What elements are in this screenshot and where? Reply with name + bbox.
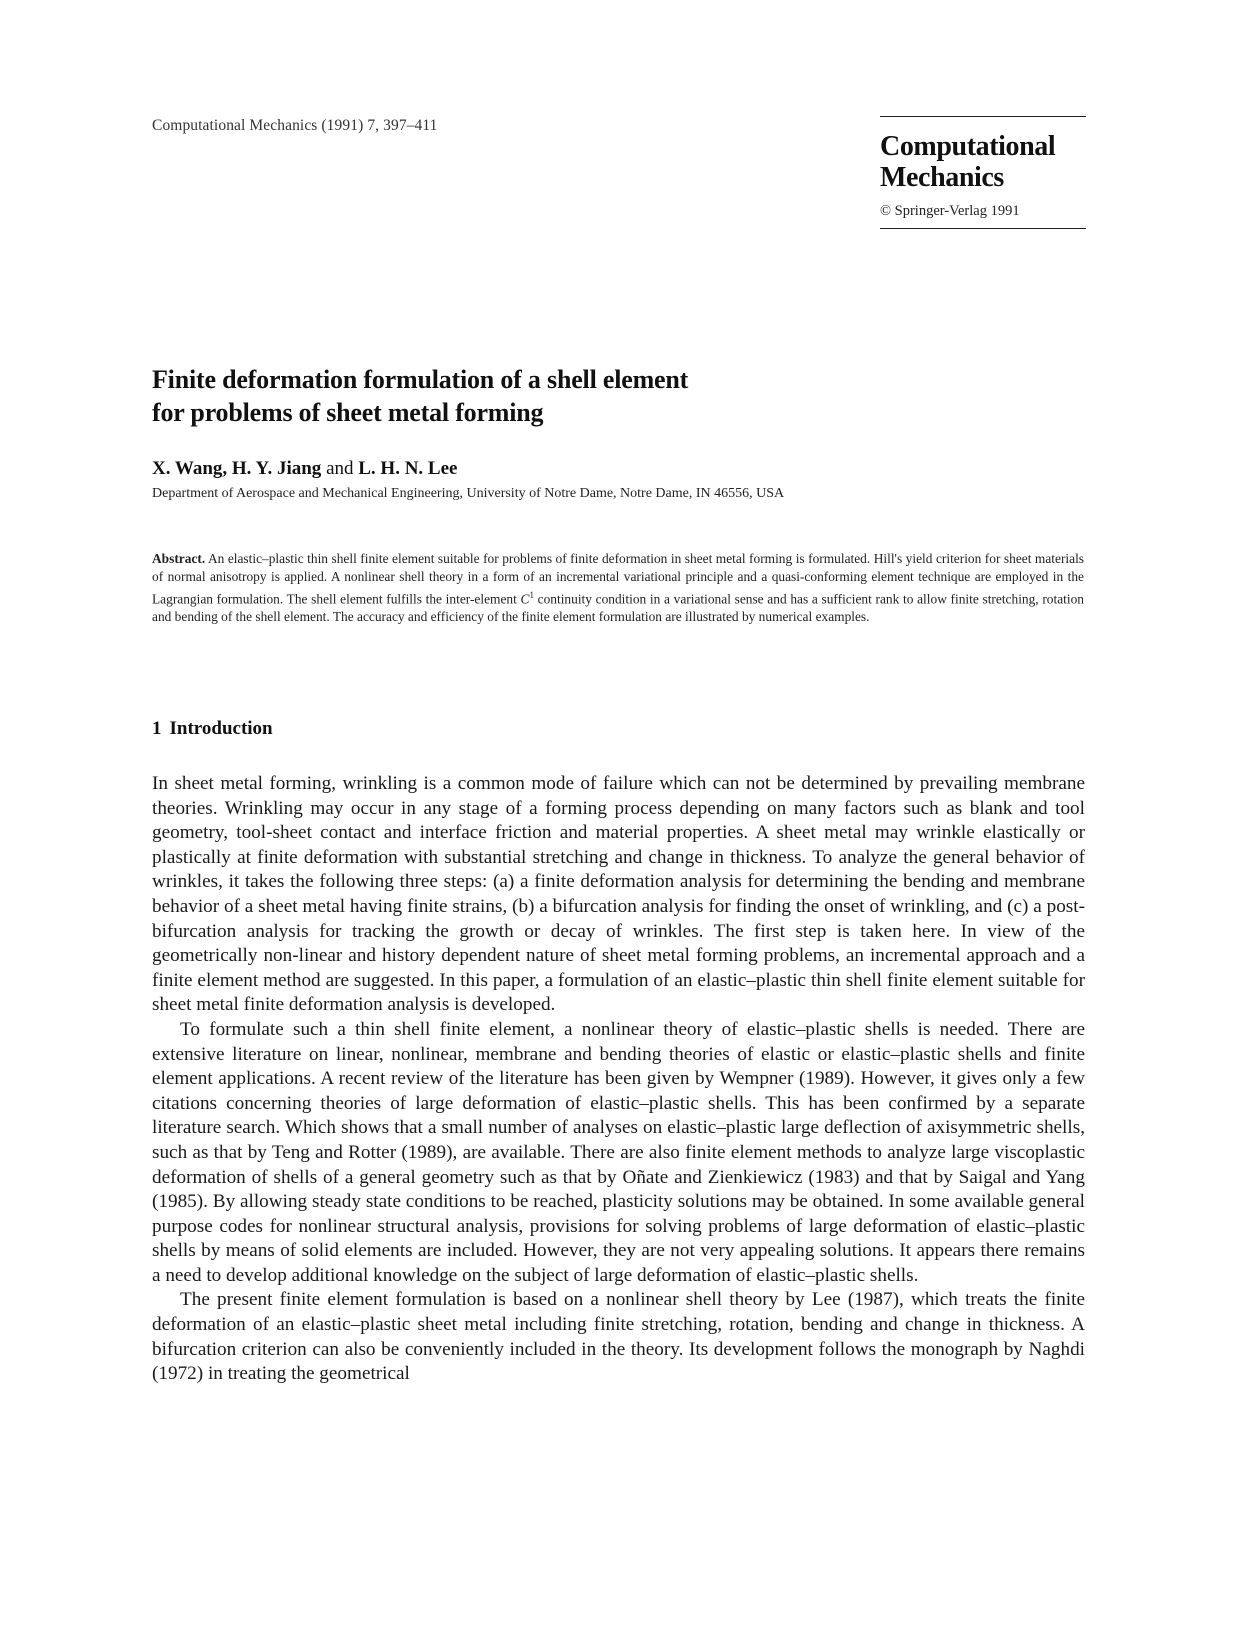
section-heading-introduction [152,718,273,740]
author-list [152,458,457,480]
publisher-copyright: © Springer-Verlag 1991 [880,203,1020,219]
author-lee: L. H. N. Lee [358,458,458,479]
introduction-body [152,772,1085,1387]
running-head: Computational Mechanics (1991) 7, 397–411 [152,117,438,134]
abstract [152,550,1084,626]
abstract-c-superscript: 1 [529,590,534,600]
title-line1: Finite deformation formulation of a shell element [152,365,689,394]
journal-name-line2: Mechanics [880,162,1004,193]
abstract-text-part2: continuity condition in a variational sense and has a sufficient rank to allow finite stretching, rotation and bending of the shell element. The accuracy and efficiency of the finite element formulation are illustrated by numerical examples. [152,591,1084,625]
paragraph-1: In sheet metal forming, wrinkling is a common mode of failure which can not be determined by prevailing membrane theories. Wrinkling may occur in any stage of a forming process depending on many factors such as blank and tool geometry, tool-sheet contact and interface friction and material properties. A sheet metal may wrinkle elastically or plastically at finite deformation with substantial stretching and change in thickness. To analyze the general behavior of wrinkles, it takes the following three steps: (a) a finite deformation analysis for determining the bending and membrane behavior of a sheet metal having finite strains, (b) a bifurcation analysis for finding the onset of wrinkling, and (c) a post-bifurcation analysis for tracking the growth or decay of wrinkles. The first step is taken here. In view of the geometrically non-linear and history dependent nature of sheet metal forming problems, an incremental approach and a finite element method are suggested. In this paper, a formulation of an elastic–plastic thin shell finite element suitable for sheet metal finite deformation analysis is developed. [152,773,1085,1016]
section-number: 1 [152,718,162,739]
author-conjunction: and [326,458,354,479]
journal-masthead [880,116,1086,229]
journal-name-line1: Computational [880,131,1056,162]
journal-name [880,131,1086,193]
abstract-c-symbol: C [520,591,530,607]
abstract-label: Abstract. [152,551,206,566]
article-title [152,363,952,429]
author-jiang: H. Y. Jiang [231,458,322,479]
abstract-text-part1: An elastic–plastic thin shell finite element suitable for problems of finite deformation in sheet metal forming is formulated. Hill's yield criterion for sheet materials of normal anisotropy is applied. A nonlinear shell theory in a form of an incremental variational principle and a quasi-conforming element technique are employed in the Lagrangian formulation. The shell element fulfills the inter-element [152,551,1085,607]
masthead-bottom-rule [880,228,1086,229]
paragraph-3: The present finite element formulation is based on a nonlinear shell theory by Lee (1987), which treats the finite deformation of an elastic–plastic sheet metal including finite stretching, rotation, bending and change in thickness. A bifurcation criterion can also be conveniently included in the theory. Its development follows the monograph by Naghdi (1972) in treating the geometrical [152,1289,1085,1385]
author-wang: X. Wang, [152,458,228,479]
title-line2: for problems of sheet metal forming [152,398,544,427]
paragraph-2: To formulate such a thin shell finite element, a nonlinear theory of elastic–plastic shells is needed. There are extensive literature on linear, nonlinear, membrane and bending theories of elastic or elastic–plastic shells and finite element applications. A recent review of the literature has been given by Wempner (1989). However, it gives only a few citations concerning theories of large deformation of elastic–plastic shells. This has been confirmed by a separate literature search. Which shows that a small number of analyses on elastic–plastic large deflection of axisymmetric shells, such as that by Teng and Rotter (1989), are available. There are also finite element methods to analyze large viscoplastic deformation of shells of a general geometry such as that by Oñate and Zienkiewicz (1983) and that by Saigal and Yang (1985). By allowing steady state conditions to be reached, plasticity solutions may be obtained. In some available general purpose codes for nonlinear structural analysis, provisions for solving problems of large deformation of elastic–plastic shells by means of solid elements are included. However, they are not very appealing solutions. It appears there remains a need to develop additional knowledge on the subject of large deformation of elastic–plastic shells. [152,1018,1085,1286]
section-title: Introduction [169,718,273,739]
author-affiliation: Department of Aerospace and Mechanical Engineering, University of Notre Dame, Notre Dame, IN 46556, USA [152,486,785,501]
masthead-top-rule [880,116,1086,117]
